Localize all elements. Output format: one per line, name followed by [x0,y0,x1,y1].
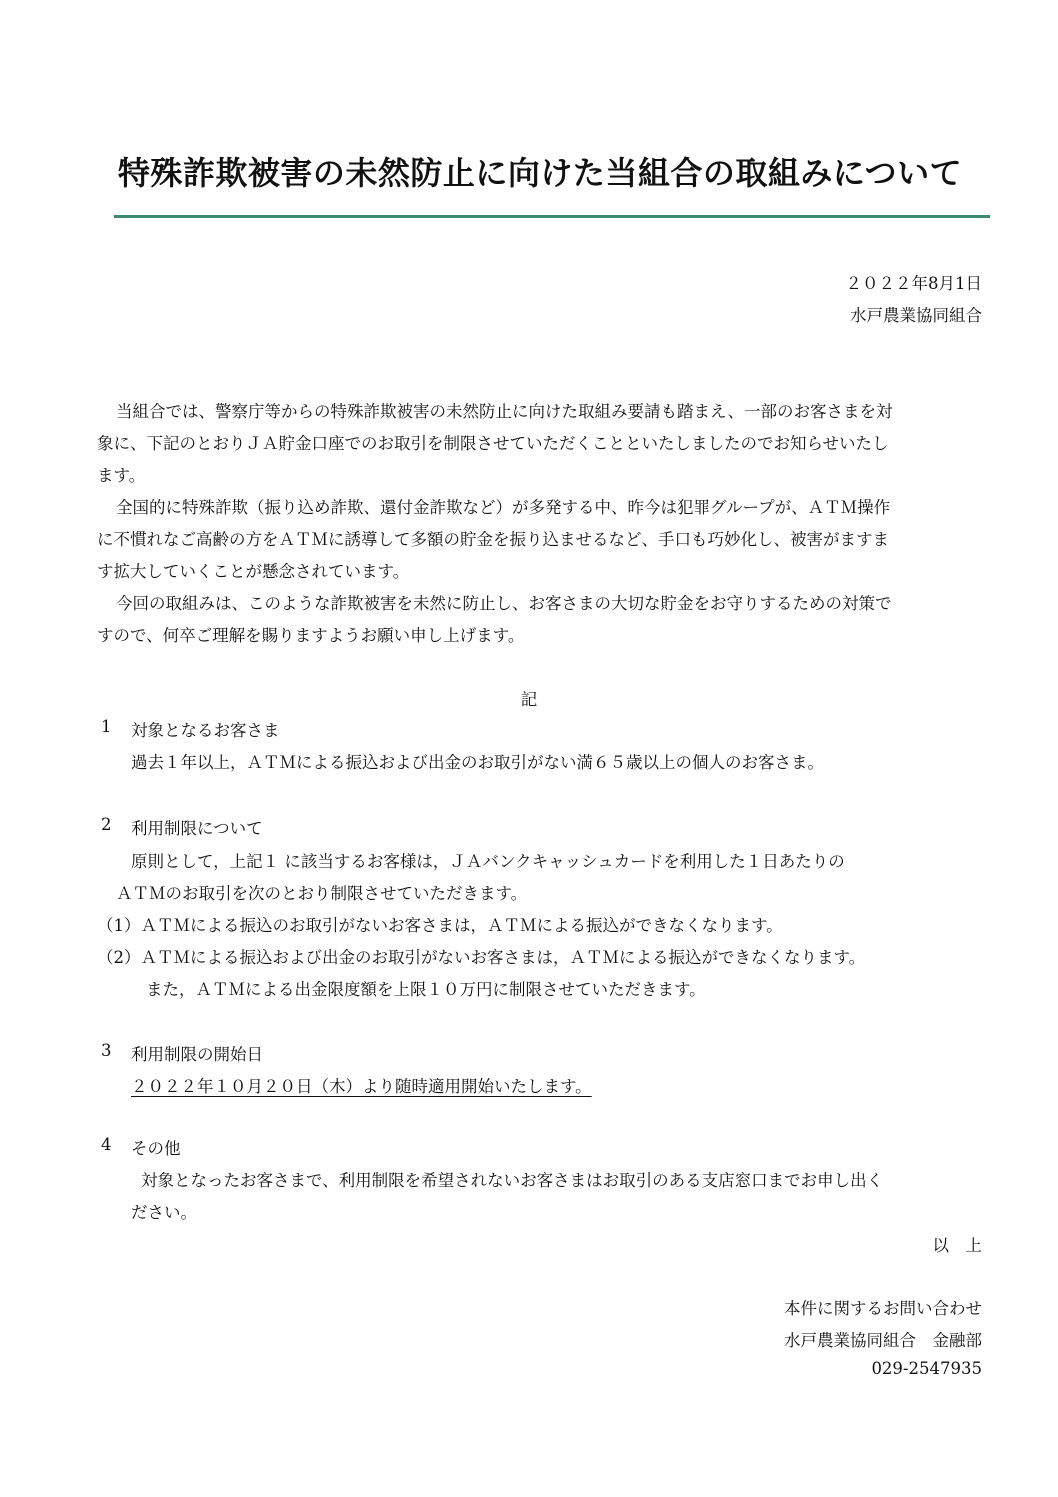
start-date-text: ２０２２年１０月２０日（木）より随時適用開始いたします。 [131,1077,592,1096]
section-heading: 対象となるお客さま [131,721,280,740]
title-divider [114,215,990,218]
intro-line: 当組合では、警察庁等からの特殊詐欺被害の未然防止に向けた取組み要請も踏まえ、一部のお客さまを対 [116,402,893,421]
contact-department: 水戸農業協同組合 金融部 [784,1331,982,1350]
issue-date: ２０２２年8月1日 [845,274,982,293]
list-item-continued: また，ＡＴＭによる出金限度額を上限１０万円に制限させていただきます。 [146,980,706,999]
section-number: 1 [101,717,112,736]
section-heading: 利用制限の開始日 [131,1045,263,1064]
section-text: 原則として，上記１ に該当するお客様は，ＪＡバンクキャッシュカードを利用した１日あたりの [131,852,845,871]
intro-line: す拡大していくことが懸念されています。 [97,562,410,581]
section-text: ＡＴＭのお取引を次のとおり制限させていただきます。 [116,884,528,903]
section-heading: その他 [131,1139,181,1158]
ki-heading: 記 [520,690,538,709]
section-number: 2 [101,815,112,834]
intro-line: すので、何卒ご理解を賜りますようお願い申し上げます。 [97,626,525,645]
intro-line: ます。 [97,466,146,485]
contact-phone: 029-2547935 [871,1359,982,1378]
section-text: ださい。 [131,1203,197,1222]
intro-line: 全国的に特殊詐欺（振り込め詐欺、還付金詐欺など）が多発する中、昨今は犯罪グループが、ＡＴＭ操作 [116,498,891,517]
contact-label: 本件に関するお問い合わせ [784,1299,982,1318]
section-number: 3 [101,1041,112,1060]
list-item: （1）ＡＴＭによる振込のお取引がないお客さまは，ＡＴＭによる振込ができなくなります。 [97,916,783,935]
section-heading: 利用制限について [131,819,263,838]
intro-line: に不慣れなご高齢の方をＡＴＭに誘導して多額の貯金を振り込ませるなど、手口も巧妙化し、被害がますま [97,530,889,549]
section-text: 過去１年以上，ＡＴＭによる振込および出金のお取引がない満６５歳以上の個人のお客さま。 [131,753,824,772]
list-item: （2）ＡＴＭによる振込および出金のお取引がないお客さまは，ＡＴＭによる振込ができなくなります。 [97,948,866,967]
issuer-name: 水戸農業協同組合 [850,306,982,325]
page-title: 特殊詐欺被害の未然防止に向けた当組合の取組みについて [117,154,963,192]
closing-mark: 以 上 [932,1236,982,1255]
intro-line: 象に、下記のとおりＪＡ貯金口座でのお取引を制限させていただくことといたしましたのでお知らせいたし [97,434,889,453]
intro-line: 今回の取組みは、このような詐欺被害を未然に防止し、お客さまの大切な貯金をお守りするための対策で [116,594,892,613]
section-number: 4 [101,1135,112,1154]
section-text: 対象となったお客さまで、利用制限を希望されないお客さまはお取引のある支店窓口までお申し出く [141,1171,884,1190]
